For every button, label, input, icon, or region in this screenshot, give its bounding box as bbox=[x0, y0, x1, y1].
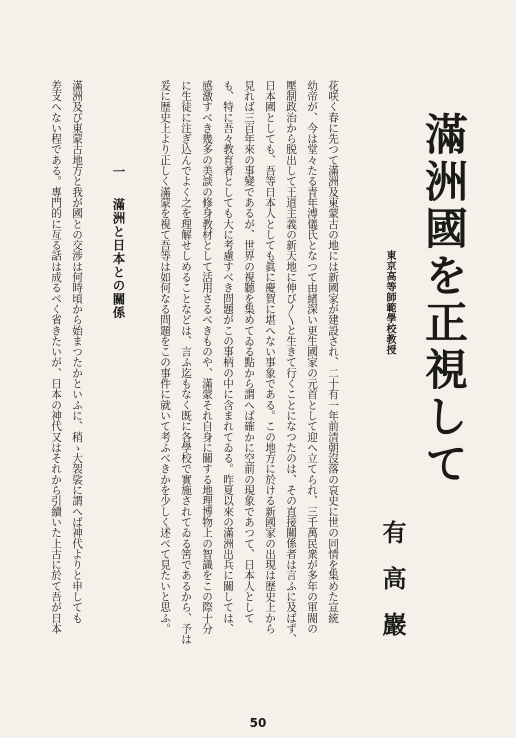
section-heading: 滿洲と日本との關係 bbox=[111, 198, 126, 320]
article-title: 滿洲國を正視して bbox=[418, 112, 468, 488]
section-number: 一 bbox=[111, 165, 126, 179]
body-column: に生徒に注ぎ込んでよく之を理解せしめることなどは、言ふ迄もなく既に各學校で實施されてゐる筈であるから、予は bbox=[180, 80, 192, 645]
page-number: 50 bbox=[249, 716, 267, 730]
body-column: 花咲く春に先つて滿洲及東蒙古の地には新國家が建設され、二十有一年前清朝沒落の哀史に世の同情を集めた宣統 bbox=[327, 80, 339, 624]
body-column: 感激すべき幾多の美談の修身教材として活用さるべきものや、滿蒙それ自身に關する地理博物上の智識をこの際十分 bbox=[201, 80, 213, 634]
body-column: 爰に歴史上より正しく滿蒙を視て吾等は如何なる問題をこの事件に就いて考ふべきかを少しく述べて見たいと思ふ。 bbox=[159, 80, 171, 634]
author-name: 有高巖 bbox=[378, 520, 407, 658]
section-body-column: 差支へない程である。專門的に亙る話は成るべく省きたいが、日本の神代又はそれから引續いた上古に於て吾が日本 bbox=[50, 80, 62, 634]
body-column: 見れば三百年來の事變であるが、世界の視聽を集めてゐる點から謂へば確かに空前の現象であつて、日本人として bbox=[243, 80, 255, 624]
body-column: 壓制政治から脱出して王道主義の新天地に伸び〳〵と生きて行くことになつたのは、その直接關係者は言ふに及ばず、 bbox=[285, 80, 297, 645]
body-column: 日本國としても、吾等日本人としても眞に慶賀に堪へない事象である。この地方に於ける新國家の出現は歴史上から bbox=[264, 80, 276, 634]
author-affiliation: 東京高等師範學校教授 bbox=[384, 250, 395, 355]
body-column: 幼帝が、今は堂々たる青年溥儀氏となつて由緒深い更生國家の元首として迎へ立てられ、三千萬民衆が多年の軍閥の bbox=[306, 80, 318, 634]
body-column: も、特に吾々教育者としても大に考慮すべき問題がこの事柄の中に含まれてゐる。昨夏以來の滿洲出兵に關しては、 bbox=[222, 80, 234, 634]
section-body-column: 滿洲及び東蒙古地方と我が國との交涉は何時頃から始まつたかといふに、稍ゝ大袈裟に謂へば神代よりと申しても bbox=[71, 80, 83, 624]
